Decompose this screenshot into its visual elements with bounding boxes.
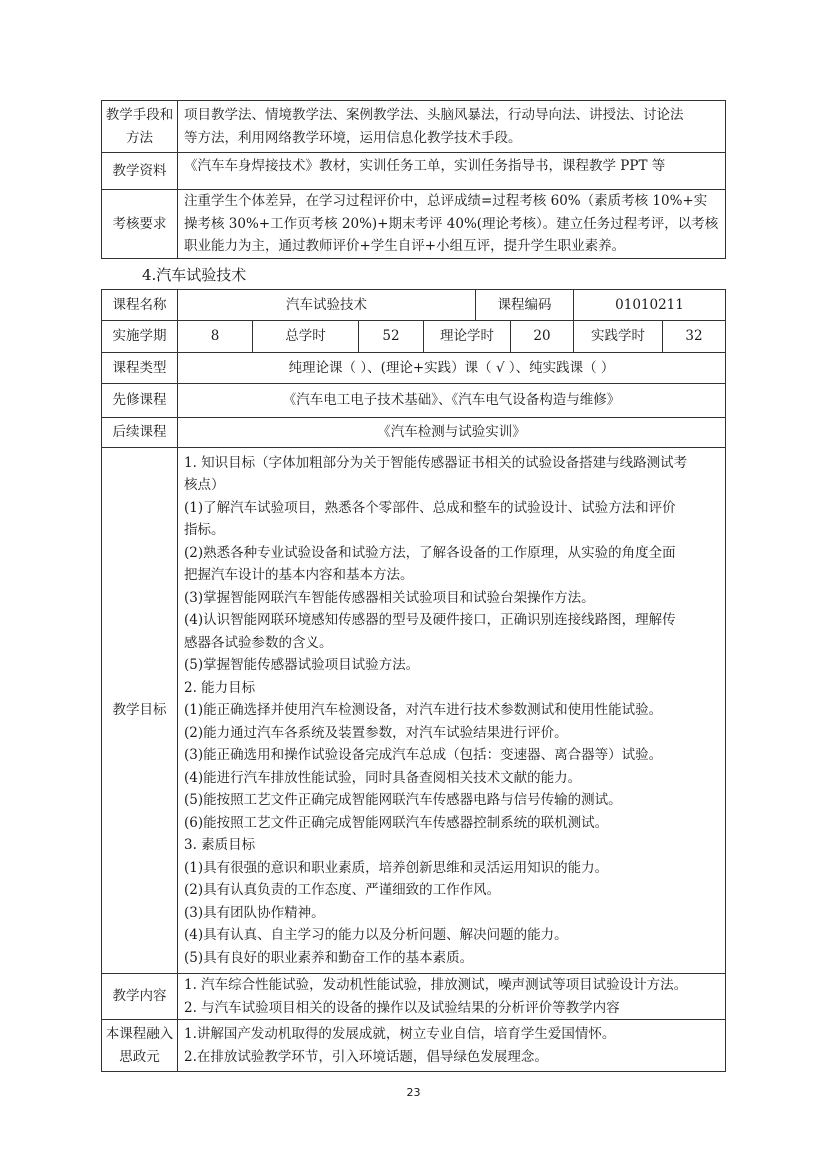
text-line: 指标。 [184,522,225,539]
text-line: 2. 能力目标 [184,679,256,696]
text-line: 把握汽车设计的基本内容和基本方法。 [184,567,414,584]
text-line: 《汽车车身焊接技术》教材，实训任务工单，实训任务指导书，课程教学 PPT 等 [184,158,666,174]
text-line: (1)能正确选择并使用汽车检测设备，对汽车进行技术参数测试和使用性能试验。 [184,702,663,719]
section-heading: 4.汽车试验技术 [142,266,247,284]
table-row [102,1020,726,1072]
row-label: 教学手段和方法 [102,101,178,153]
theory-hours-value: 20 [511,321,574,353]
course-code: 01010211 [574,290,726,321]
content-value [178,974,726,1020]
course-info-table [101,289,726,1072]
ideology-value [178,1020,726,1072]
text-line: 2. 与汽车试验项目相关的设备的操作以及试验结果的分析评价等教学内容 [184,999,620,1016]
text-line: 等方法，利用网络教学环境，运用信息化教学技术手段。 [184,129,522,146]
goals-value [178,448,726,974]
course-name-label: 课程名称 [102,290,178,321]
course-type-value: 纯理论课（ ）、(理论+实践）课（ √ ）、纯实践课（ ） [178,353,726,384]
course-type-label: 课程类型 [102,353,178,384]
ideology-label: 本课程融入思政元 [102,1020,178,1072]
row-value [178,190,726,259]
row-value [178,101,726,153]
text-line: (4)认识智能网联环境感知传感器的型号及硬件接口，正确识别连接线路图，理解传 [184,612,676,629]
text-line: (2)具有认真负责的工作态度、严谨细致的工作作风。 [184,882,501,899]
page-number: 23 [406,1086,421,1099]
text-line: 核点） [184,477,225,494]
prereq-label: 先修课程 [102,384,178,418]
table-row [102,153,726,190]
row-label: 考核要求 [102,190,178,259]
practice-hours-value: 32 [663,321,726,353]
text-line: 注重学生个体差异，在学习过程评价中，总评成绩=过程考核 60%（素质考核 10%+实 [184,193,708,210]
theory-hours-label: 理论学时 [424,321,511,353]
text-line: 职业能力为主，通过教师评价+学生自评+小组互评，提升学生职业素养。 [184,238,626,255]
text-line: (6)能按照工艺文件正确完成智能网联汽车传感器控制系统的联机测试。 [184,814,609,831]
followup-value: 《汽车检测与试验实训》 [178,418,726,448]
semester-label: 实施学期 [102,321,178,353]
text-line: 操考核 30%+工作页考核 20%)+期末考评 40%(理论考核）。建立任务过程考评，以考核 [184,215,719,232]
text-line: (3)能正确选用和操作试验设备完成汽车总成（包括：变速器、离合器等）试验。 [184,747,663,764]
text-line: 感器各试验参数的含义。 [184,634,333,651]
teaching-methods-table [101,100,726,259]
table-row [102,290,726,321]
table-row [102,353,726,384]
table-row [102,974,726,1020]
text-line: (5)具有良好的职业素养和勤奋工作的基本素质。 [184,949,474,966]
text-line: 项目教学法、情境教学法、案例教学法、头脑风暴法，行动导向法、讲授法、讨论法 [184,107,684,123]
table-row [102,321,726,353]
text-line: (3)掌握智能网联汽车智能传感器相关试验项目和试验台架操作方法。 [184,589,595,606]
course-name: 汽车试验技术 [178,290,476,321]
table-row [102,448,726,974]
text-line: (5)掌握智能传感器试验项目试验方法。 [184,657,420,674]
semester-value: 8 [178,321,253,353]
content-label: 教学内容 [102,974,178,1020]
text-line: (5)能按照工艺文件正确完成智能网联汽车传感器电路与信号传输的测试。 [184,792,622,809]
total-hours-value: 52 [359,321,424,353]
table-row [102,101,726,153]
text-line: (1)了解汽车试验项目，熟悉各个零部件、总成和整车的试验设计、试验方法和评价 [184,499,676,516]
goals-label: 教学目标 [102,448,178,974]
text-line: 1. 汽车综合性能试验，发动机性能试验，排放测试，噪声测试等项目试验设计方法。 [184,977,688,993]
prereq-value: 《汽车电工电子技术基础》、《汽车电气设备构造与维修》 [178,384,726,418]
practice-hours-label: 实践学时 [574,321,663,353]
row-label: 教学资料 [102,153,178,190]
text-line: (3)具有团队协作精神。 [184,904,325,921]
text-line: 2.在排放试验教学环节，引入环境话题，倡导绿色发展理念。 [184,1048,548,1065]
text-line: (1)具有很强的意识和职业素质，培养创新思维和灵活运用知识的能力。 [184,859,609,876]
text-line: (2)能力通过汽车各系统及装置参数，对汽车试验结果进行评价。 [184,724,568,741]
text-line: 1.讲解国产发动机取得的发展成就，树立专业自信，培育学生爱国情怀。 [184,1026,616,1042]
table-row [102,384,726,418]
course-code-label: 课程编码 [476,290,574,321]
row-value [178,153,726,190]
followup-label: 后续课程 [102,418,178,448]
table-row [102,190,726,259]
table-row [102,418,726,448]
text-line: (2)熟悉各种专业试验设备和试验方法，了解各设备的工作原理，从实验的角度全面 [184,544,676,561]
text-line: (4)具有认真、自主学习的能力以及分析问题、解决问题的能力。 [184,927,568,944]
text-line: (4)能进行汽车排放性能试验，同时具备查阅相关技术文献的能力。 [184,769,582,786]
text-line: 3. 素质目标 [184,837,256,854]
text-line: 1. 知识目标（字体加粗部分为关于智能传感器证书相关的试验设备搭建与线路测试考 [184,454,688,471]
total-hours-label: 总学时 [253,321,359,353]
